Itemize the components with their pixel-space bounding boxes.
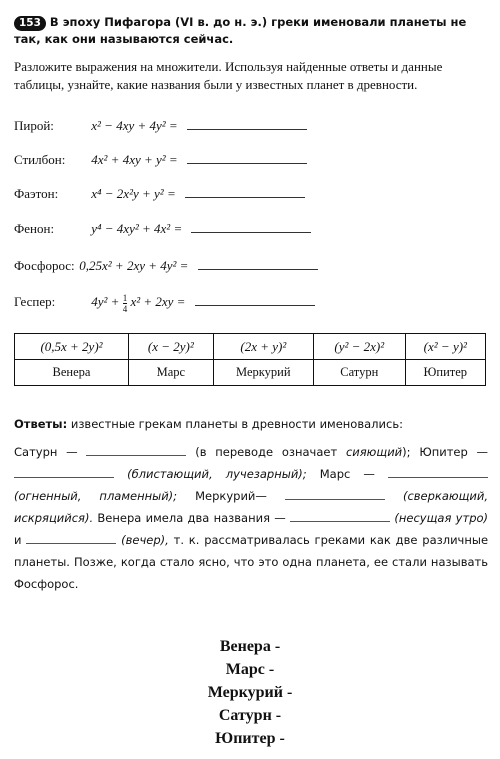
table-expression-cell: (0,5x + 2y)²: [15, 334, 129, 360]
mars-blank[interactable]: [388, 464, 488, 478]
planet-table: [14, 333, 486, 386]
problem-number-badge: 153: [14, 16, 46, 31]
saturn-blank[interactable]: [86, 442, 186, 456]
jupiter-note: (блистающий, лучезарный);: [127, 467, 307, 481]
final-answer-line: Юпитер -: [215, 730, 285, 747]
table-expression-cell: (x² − y)²: [405, 334, 485, 360]
final-answer-line: Марс -: [225, 661, 275, 678]
row-label: Фаэтон:: [14, 186, 59, 201]
saturn-note-word: сияющий: [345, 445, 403, 459]
row-expression: 0,25x² + 2xy + 4y² =: [79, 258, 189, 273]
row-expression: y⁴ − 4xy² + 4x² =: [91, 221, 183, 236]
expression-row: [14, 115, 307, 137]
planet-row-table: [15, 360, 486, 386]
row-label: Геспер:: [14, 294, 56, 309]
row-expression-part: x² + 2xy =: [130, 294, 186, 309]
answers-paragraph: [14, 413, 488, 595]
expression-row: [14, 218, 311, 240]
mars-note: (огненный, пламенный);: [14, 489, 178, 503]
answers-body: [14, 441, 488, 595]
table-expression-cell: (x − 2y)²: [129, 334, 214, 360]
mercury-label: Меркурий—: [195, 489, 267, 503]
answer-blank[interactable]: [187, 115, 307, 130]
venus-label: Венера имела два названия —: [97, 511, 286, 525]
venus-note-2: (вечер),: [121, 533, 169, 547]
expression-row: [14, 183, 305, 205]
row-expression: 4x² + 4xy + y² =: [91, 152, 178, 167]
saturn-note-a: (в переводе означает: [195, 445, 338, 459]
final-answer-line: Сатурн -: [218, 707, 282, 724]
mercury-blank[interactable]: [285, 486, 385, 500]
and-word: и: [14, 533, 22, 547]
venus-blank-1[interactable]: [290, 508, 390, 522]
expression-row: [14, 291, 315, 313]
problem-intro-text: В эпоху Пифагора (VI в. до н. э.) греки именовали планеты не так, как они называются сейчас.: [14, 15, 467, 46]
expression-row-table: [15, 334, 486, 360]
jupiter-blank[interactable]: [14, 464, 114, 478]
answer-blank[interactable]: [185, 183, 305, 198]
table-planet-cell: Юпитер: [405, 360, 485, 386]
saturn-label: Сатурн —: [14, 445, 78, 459]
answers-intro: известные грекам планеты в древности именовались:: [70, 417, 403, 431]
table-expression-cell: (y² − 2x)²: [313, 334, 405, 360]
mars-label: Марс —: [319, 467, 375, 481]
jupiter-label: Юпитер —: [419, 445, 489, 459]
row-expression: x² − 4xy + 4y² =: [91, 118, 178, 133]
answer-blank[interactable]: [191, 218, 311, 233]
row-expression: x⁴ − 2x²y + y² =: [91, 186, 176, 201]
table-planet-cell: Меркурий: [213, 360, 313, 386]
row-label: Фенон:: [14, 221, 55, 236]
final-answer-line: Меркурий -: [207, 684, 293, 701]
expression-row: [14, 255, 318, 277]
fraction-numerator: 1: [122, 292, 128, 303]
table-expression-cell: (2x + y)²: [213, 334, 313, 360]
table-planet-cell: Марс: [129, 360, 214, 386]
fraction-denominator: 4: [122, 303, 128, 314]
answers-heading: Ответы:: [14, 417, 68, 431]
mercury-note: (сверкающий, искряцийся).: [14, 489, 489, 525]
fraction: [123, 293, 128, 314]
answers-intro-line: [14, 413, 488, 435]
task-text: Разложите выражения на множители. Используя найденные ответы и данные таблицы, узнайте, какие названия были у известных планет в древности.: [14, 59, 443, 92]
problem-header: [14, 14, 488, 48]
answers-tail: т. к. рассматривалась греками как две различные планеты. Позже, когда стало ясно, что это одна планета, ее стали называть Фосфорос.: [14, 533, 489, 591]
answer-blank[interactable]: [198, 255, 318, 270]
saturn-note-b: );: [402, 445, 411, 459]
expression-row: [14, 149, 307, 171]
row-expression-part: 4y² +: [91, 294, 120, 309]
row-label: Пирой:: [14, 118, 54, 133]
answer-blank[interactable]: [195, 291, 315, 306]
venus-blank-2[interactable]: [26, 530, 116, 544]
table-planet-cell: Сатурн: [313, 360, 405, 386]
venus-note-1: (несущая утро): [394, 511, 489, 525]
row-label: Стилбон:: [14, 152, 66, 167]
final-answers-list: [0, 635, 500, 750]
final-answer-line: Венера -: [219, 638, 281, 655]
row-label: Фосфорос:: [14, 258, 75, 273]
answer-blank[interactable]: [187, 149, 307, 164]
table-planet-cell: Венера: [15, 360, 129, 386]
